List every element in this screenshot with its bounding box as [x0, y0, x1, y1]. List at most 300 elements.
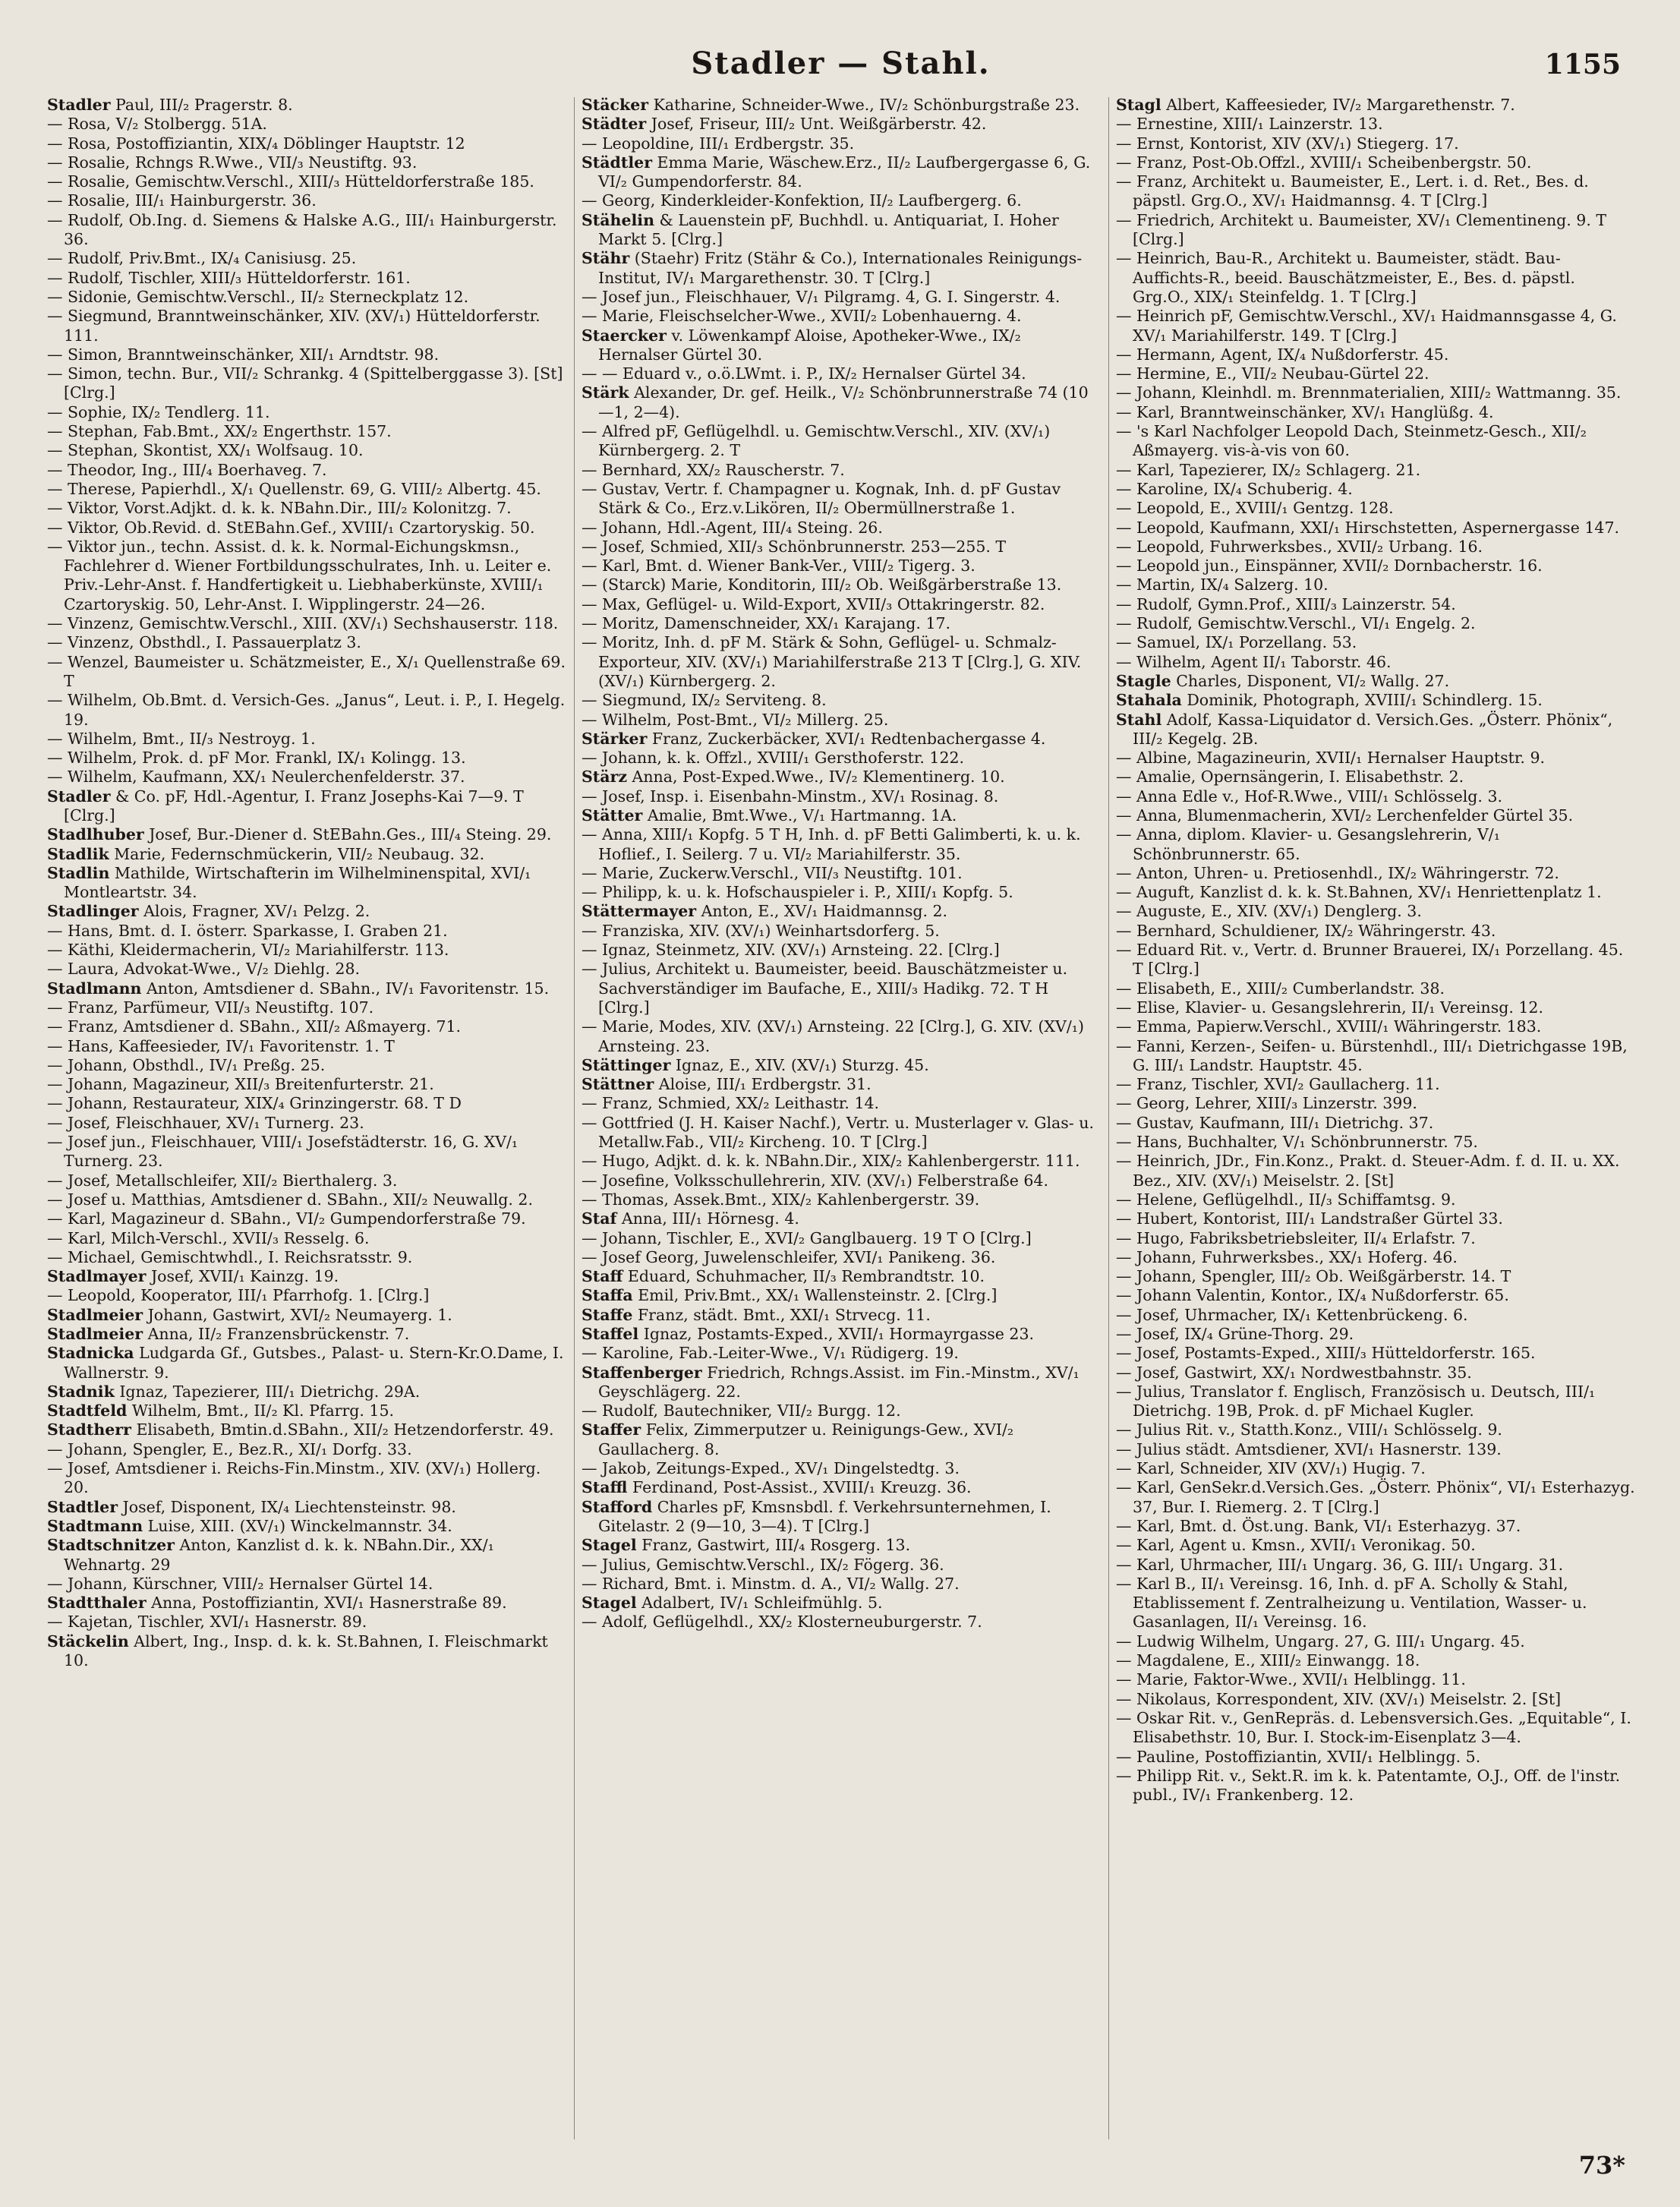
entry-details: — Rudolf, Tischler, XIII/₃ Hütteldorferstr. 161.: [47, 268, 411, 287]
directory-entry: [1116, 653, 1635, 672]
directory-entry: [47, 1401, 566, 1420]
directory-entry: [582, 806, 1101, 825]
directory-entry: [47, 345, 566, 364]
entry-details: — Wilhelm, Ob.Bmt. d. Versich-Ges. „Janus“, Leut. i. P., I. Hegelg. 19.: [47, 691, 566, 729]
entry-details: — Johann, Kürschner, VIII/₂ Hernalser Gürtel 14.: [47, 1574, 433, 1593]
directory-entry: [1116, 1632, 1635, 1651]
entry-details: Emma Marie, Wäschew.Erz., II/₂ Laufbergergasse 6, G. VI/₂ Gumpendorferstr. 84.: [598, 153, 1091, 191]
entry-surname: Stadlmeier: [47, 1305, 143, 1324]
directory-entry: [47, 1171, 566, 1190]
entry-surname: Stäcker: [582, 96, 649, 114]
entry-details: — Laura, Advokat-Wwe., V/₂ Diehlg. 28.: [47, 960, 361, 979]
entry-details: Wilhelm, Bmt., II/₂ Kl. Pfarrg. 15.: [127, 1401, 395, 1420]
entry-details: & Co. pF, Hdl.-Agentur, I. Franz Josephs-Kai 7—9. T [Clrg.]: [64, 787, 524, 824]
directory-entry: [582, 864, 1101, 883]
entry-details: — Marie, Fleischselcher-Wwe., XVII/₂ Lobenhauerng. 4.: [582, 307, 1022, 326]
entry-details: — Rosalie, Gemischtw.Verschl., XIII/₃ Hütteldorferstraße 185.: [47, 172, 534, 191]
directory-entry: [1116, 1440, 1635, 1459]
entry-details: — Johann, k. k. Offzl., XVIII/₁ Gersthoferstr. 122.: [582, 749, 965, 768]
entry-surname: Städtler: [582, 153, 652, 172]
entry-details: — Johann, Kleinhdl. m. Brennmaterialien, XIII/₂ Wattmanng. 35.: [1116, 383, 1622, 402]
directory-entry: [582, 768, 1101, 787]
directory-entry: [582, 633, 1101, 691]
entry-details: — 's Karl Nachfolger Leopold Dach, Steinmetz-Gesch., XII/₂ Aßmayerg. vis-à-vis von 60.: [1116, 422, 1587, 460]
entry-details: — Karl, Agent u. Kmsn., XVII/₁ Veronikag. 50.: [1116, 1536, 1476, 1555]
directory-entry: [582, 1152, 1101, 1171]
directory-entry: [582, 1056, 1101, 1075]
directory-entry: [582, 1209, 1101, 1228]
entry-details: Anna, Post-Exped.Wwe., IV/₂ Klementinerg. 10.: [627, 768, 1005, 787]
entry-details: — Karl, Schneider, XIV (XV/₁) Hugig. 7.: [1116, 1459, 1426, 1478]
entry-details: — Josef u. Matthias, Amtsdiener d. SBahn., XII/₂ Neuwallg. 2.: [47, 1190, 533, 1209]
directory-entry: [1116, 1190, 1635, 1209]
directory-entry: [582, 730, 1101, 749]
entry-details: Elisabeth, Bmtin.d.SBahn., XII/₂ Hetzendorferstr. 49.: [131, 1420, 554, 1439]
entry-details: — Alfred pF, Geflügelhdl. u. Gemischtw.Verschl., XIV. (XV/₁) Kürnbergerg. 2. T: [582, 422, 1051, 460]
directory-entry: [582, 1017, 1101, 1056]
entry-details: — Pauline, Postoffiziantin, XVII/₁ Helblingg. 5.: [1116, 1747, 1481, 1766]
directory-entry: [47, 288, 566, 307]
directory-entry: [582, 883, 1101, 902]
entry-details: Anna, II/₂ Franzensbrückenstr. 7.: [143, 1325, 410, 1343]
entry-surname: Stärz: [582, 768, 627, 787]
directory-entry: [47, 825, 566, 844]
entry-details: — Franz, Amtsdiener d. SBahn., XII/₂ Aßmayerg. 71.: [47, 1017, 462, 1036]
page-number: 1155: [1544, 49, 1621, 80]
directory-entry: [1116, 979, 1635, 998]
directory-entry: [1116, 1459, 1635, 1478]
entry-details: — Leopold, Kooperator, III/₁ Pfarrhofg. 1. [Clrg.]: [47, 1286, 430, 1305]
entry-surname: Staffenberger: [582, 1363, 702, 1382]
entry-surname: Stafford: [582, 1497, 653, 1516]
entry-details: — Rosa, V/₂ Stolbergg. 51A.: [47, 115, 267, 134]
entry-details: — Oskar Rit. v., GenRepräs. d. Lebensversich.Ges. „Equitable“, I. Elisabethstr. 10, Bur. I. Stock-im-Eisenplatz 3—4.: [1116, 1708, 1631, 1747]
directory-entry: [1116, 1209, 1635, 1228]
entry-surname: Stättner: [582, 1075, 654, 1094]
entry-details: — Hans, Bmt. d. I. österr. Sparkasse, I. Graben 21.: [47, 921, 448, 940]
entry-details: Johann, Gastwirt, XVI/₂ Neumayerg. 1.: [143, 1305, 452, 1324]
directory-entry: [47, 153, 566, 172]
entry-details: — Karl, Milch-Verschl., XVII/₃ Resselg. 6.: [47, 1228, 370, 1247]
directory-entry: [1116, 614, 1635, 633]
directory-entry: [47, 1056, 566, 1075]
entry-details: Katharine, Schneider-Wwe., IV/₂ Schönburgstraße 23.: [648, 96, 1080, 114]
directory-entry: [47, 1420, 566, 1439]
directory-entry: [47, 249, 566, 268]
entry-details: — Stephan, Fab.Bmt., XX/₂ Engerthstr. 157.: [47, 422, 392, 441]
directory-entry: [582, 1248, 1101, 1267]
directory-entry: [47, 864, 566, 903]
entry-details: — Franz, Tischler, XVI/₂ Gaullacherg. 11.: [1116, 1075, 1440, 1094]
entry-details: — Karl, GenSekr.d.Versich.Ges. „Österr. Phönix“, VI/₁ Esterhazyg. 37, Bur. I. Riemerg. 2. T [Clrg.]: [1116, 1478, 1635, 1516]
directory-entry: [1116, 1767, 1635, 1805]
directory-entry: [1116, 768, 1635, 787]
entry-surname: Stadlmeier: [47, 1325, 143, 1343]
directory-entry: [1116, 345, 1635, 364]
directory-entry: [47, 441, 566, 460]
entry-surname: Staercker: [582, 326, 667, 345]
entry-details: — Vinzenz, Obsthdl., I. Passauerplatz 3.: [47, 633, 361, 652]
directory-entry: [47, 538, 566, 614]
entry-details: — Rosalie, Rchngs R.Wwe., VII/₃ Neustiftg. 93.: [47, 153, 418, 172]
directory-entry: [1116, 1383, 1635, 1421]
entry-details: Ignaz, Postamts-Exped., XVII/₁ Hormayrgasse 23.: [638, 1325, 1035, 1343]
entry-details: Charles pF, Kmsnsbdl. f. Verkehrsunternehmen, I. Gitelastr. 2 (9—10, 3—4). T [Clrg.]: [598, 1497, 1051, 1535]
entry-details: v. Löwenkampf Aloise, Apotheker-Wwe., IX/₂ Hernalser Gürtel 30.: [598, 326, 1021, 364]
entry-details: Emil, Priv.Bmt., XX/₁ Wallensteinstr. 2. [Clrg.]: [632, 1286, 998, 1305]
entry-surname: Stahl: [1116, 710, 1162, 729]
directory-entry: [47, 1594, 566, 1613]
entry-details: — Johann, Tischler, E., XVI/₂ Ganglbauerg. 19 T O [Clrg.]: [582, 1228, 1032, 1247]
directory-entry: [1116, 172, 1635, 211]
entry-surname: Stadlik: [47, 844, 109, 863]
entry-surname: Stahala: [1116, 691, 1182, 710]
entry-details: — Rosa, Postoffiziantin, XIX/₄ Döblinger Hauptstr. 12: [47, 134, 465, 153]
entry-details: — Bernhard, Schuldiener, IX/₂ Währingerstr. 43.: [1116, 921, 1496, 940]
entry-surname: Stadtmann: [47, 1516, 143, 1535]
entry-details: Josef, XVII/₁ Kainzg. 19.: [146, 1267, 339, 1286]
directory-entry: [47, 96, 566, 115]
entry-details: — Karl, Bmt. d. Wiener Bank-Ver., VIII/₂ Tigerg. 3.: [582, 556, 976, 575]
entry-details: Anna, III/₁ Hörnesg. 4.: [616, 1209, 799, 1228]
entry-details: — Samuel, IX/₁ Porzellang. 53.: [1116, 633, 1357, 652]
directory-entry: [47, 691, 566, 730]
directory-entry: [582, 1478, 1101, 1497]
entry-details: — Rosalie, III/₁ Hainburgerstr. 36.: [47, 191, 317, 210]
entry-details: — Elisabeth, E., XIII/₂ Cumberlandstr. 38.: [1116, 979, 1445, 998]
entry-details: — Siegmund, IX/₂ Serviteng. 8.: [582, 691, 827, 710]
directory-entry: [1116, 1037, 1635, 1076]
directory-entry: [1116, 115, 1635, 134]
entry-details: — Karl, Bmt. d. Öst.ung. Bank, VI/₁ Esterhazyg. 37.: [1116, 1516, 1521, 1535]
running-head: [47, 46, 1634, 96]
entry-details: — Josef, Metallschleifer, XII/₂ Bierthalerg. 3.: [47, 1171, 398, 1190]
entry-details: — Rudolf, Bautechniker, VII/₂ Burgg. 12.: [582, 1401, 901, 1420]
entry-details: — Johann, Spengler, E., Bez.R., XI/₁ Dorfg. 33.: [47, 1439, 412, 1458]
directory-entry: [1116, 575, 1635, 594]
entry-details: — Josef, Fleischhauer, XV/₁ Turnerg. 23.: [47, 1113, 364, 1132]
entry-details: — Josef, Gastwirt, XX/₁ Nordwestbahnstr. 35.: [1116, 1363, 1472, 1382]
entry-details: — Vinzenz, Gemischtw.Verschl., XIII. (XV/₁) Sechshauserstr. 118.: [47, 614, 559, 633]
directory-entry: [47, 749, 566, 768]
directory-entry: [47, 1440, 566, 1459]
directory-entry: [1116, 749, 1635, 768]
entry-surname: Staffer: [582, 1420, 641, 1439]
entry-details: — Josef jun., Fleischhauer, VIII/₁ Josefstädterstr. 16, G. XV/₁ Turnerg. 23.: [47, 1133, 518, 1171]
entry-details: — Auguft, Kanzlist d. k. k. St.Bahnen, XV/₁ Henriettenplatz 1.: [1116, 883, 1602, 902]
entry-details: — Josef, Schmied, XII/₃ Schönbrunnerstr. 253—255. T: [582, 537, 1007, 556]
directory-entry: [1116, 711, 1635, 749]
entry-details: Franz, städt. Bmt., XXI/₁ Strvecg. 11.: [632, 1305, 931, 1324]
directory-entry: [47, 172, 566, 191]
directory-entry: [1116, 1536, 1635, 1555]
directory-entry: [1116, 307, 1635, 345]
directory-entry: [47, 998, 566, 1017]
entry-details: — Gustav, Kaufmann, III/₁ Dietrichg. 37.: [1116, 1113, 1434, 1132]
directory-entry: [1116, 1651, 1635, 1670]
column-2: [582, 96, 1101, 2138]
entry-details: Ignaz, E., XIV. (XV/₁) Sturzg. 45.: [670, 1055, 929, 1074]
entry-details: — Karl, Branntweinschänker, XV/₁ Hanglüßg. 4.: [1116, 402, 1494, 421]
entry-details: — Johann, Fuhrwerksbes., XX/₁ Hoferg. 46.: [1116, 1247, 1458, 1266]
directory-entry: [1116, 1075, 1635, 1094]
directory-entry: [47, 1114, 566, 1133]
directory-entry: [582, 1114, 1101, 1152]
running-title: Stadler — Stahl.: [691, 46, 991, 81]
entry-details: Mathilde, Wirtschafterin im Wilhelminenspital, XVI/₁ Montleartstr. 34.: [64, 863, 531, 902]
directory-entry: [1116, 825, 1635, 864]
entry-details: — Johann, Restaurateur, XIX/₄ Grinzingerstr. 68. T D: [47, 1094, 462, 1113]
entry-details: Luise, XIII. (XV/₁) Winckelmannstr. 34.: [143, 1516, 452, 1535]
entry-details: — Amalie, Opernsängerin, I. Elisabethstr. 2.: [1116, 768, 1464, 787]
entry-details: Albert, Kaffeesieder, IV/₂ Margarethenstr. 7.: [1161, 96, 1515, 114]
directory-entry: [582, 1267, 1101, 1286]
directory-entry: [1116, 633, 1635, 652]
entry-details: — Josefine, Volksschullehrerin, XIV. (XV/₁) Felberstraße 64.: [582, 1171, 1048, 1190]
entry-surname: Stagel: [582, 1536, 637, 1555]
column-3: [1116, 96, 1635, 2138]
entry-details: — Siegmund, Branntweinschänker, XIV. (XV/₁) Hütteldorferstr. 111.: [47, 307, 541, 345]
entry-details: — Leopold, Kaufmann, XXI/₁ Hirschstetten, Aspernergasse 147.: [1116, 518, 1619, 537]
directory-entry: [582, 1459, 1101, 1478]
entry-details: Aloise, III/₁ Erdbergstr. 31.: [654, 1075, 872, 1094]
directory-entry: [1116, 1517, 1635, 1536]
directory-entry: [1116, 403, 1635, 422]
entry-details: — Karl B., II/₁ Vereinsg. 16, Inh. d. pF A. Scholly & Stahl, Etablissement f. Zentralheizung u. Ventilation, Wasser- u. Gasanlagen, II/₁ Vereinsg. 16.: [1116, 1574, 1587, 1632]
entry-details: Anton, Kanzlist d. k. k. NBahn.Dir., XX/₁ Wehnartg. 29: [64, 1536, 494, 1574]
entry-details: — Viktor, Ob.Revid. d. StEBahn.Gef., XVIII/₁ Czartoryskig. 50.: [47, 518, 535, 537]
entry-details: — Hubert, Kontorist, III/₁ Landstraßer Gürtel 33.: [1116, 1209, 1503, 1228]
entry-details: — Fanni, Kerzen-, Seifen- u. Bürstenhdl., III/₁ Dietrichgasse 19B, G. III/₁ Landstr. Hauptstr. 45.: [1116, 1036, 1628, 1074]
directory-entry: [1116, 364, 1635, 383]
entry-details: — Albine, Magazineurin, XVII/₁ Hernalser Hauptstr. 9.: [1116, 749, 1546, 768]
entry-details: — Kajetan, Tischler, XVI/₁ Hasnerstr. 89.: [47, 1613, 367, 1632]
entry-details: — Hugo, Adjkt. d. k. k. NBahn.Dir., XIX/₂ Kahlenbergerstr. 111.: [582, 1152, 1080, 1171]
entry-details: (Staehr) Fritz (Stähr & Co.), Internationales Reinigungs-Institut, IV/₁ Margarethenstr. 30. T [Clrg.]: [598, 249, 1083, 287]
directory-entry: [1116, 1306, 1635, 1325]
entry-details: — Theodor, Ing., III/₄ Boerhaveg. 7.: [47, 460, 327, 479]
entry-details: — Marie, Faktor-Wwe., XVII/₁ Helblingg. 11.: [1116, 1670, 1466, 1689]
directory-entry: [47, 480, 566, 499]
directory-entry: [1116, 1286, 1635, 1305]
directory-entry: [1116, 499, 1635, 518]
directory-entry: [1116, 1690, 1635, 1709]
entry-details: Felix, Zimmerputzer u. Reinigungs-Gew., XVI/₂ Gaullacherg. 8.: [598, 1420, 1014, 1458]
entry-details: — Josef, Uhrmacher, IX/₁ Kettenbrückeng. 6.: [1116, 1305, 1468, 1324]
entry-surname: Stadler: [47, 787, 111, 806]
directory-entry: [582, 1094, 1101, 1113]
entry-surname: Stadtthaler: [47, 1594, 147, 1613]
entry-details: — Franz, Architekt u. Baumeister, E., Lert. i. d. Ret., Bes. d. päpstl. Grg.O., XV/₁ Haidmannsg. 4. T [Clrg.]: [1116, 172, 1589, 210]
entry-details: — Franz, Parfümeur, VII/₃ Neustiftg. 107.: [47, 998, 374, 1017]
entry-surname: Staffe: [582, 1305, 633, 1324]
directory-entry: [582, 326, 1101, 365]
entry-details: — Philipp, k. u. k. Hofschauspieler i. P., XIII/₁ Kopfg. 5.: [582, 883, 1013, 902]
entry-details: — Leopold, Fuhrwerksbes., XVII/₂ Urbang. 16.: [1116, 537, 1483, 556]
directory-entry: [1116, 922, 1635, 941]
directory-entry: [582, 1190, 1101, 1209]
entry-details: Josef, Friseur, III/₂ Unt. Weißgärberstr. 42.: [646, 115, 987, 134]
entry-details: Friedrich, Rchngs.Assist. im Fin.-Minstm., XV/₁ Geyschlägerg. 22.: [598, 1363, 1080, 1401]
entry-details: Ludgarda Gf., Gutsbes., Palast- u. Stern-Kr.O.Dame, I. Wallnerstr. 9.: [64, 1344, 564, 1382]
entry-details: — Josef, Amtsdiener i. Reichs-Fin.Minstm., XIV. (XV/₁) Hollerg. 20.: [47, 1459, 541, 1497]
directory-entry: [582, 825, 1101, 864]
entry-surname: Stadnik: [47, 1382, 115, 1401]
entry-details: — Wilhelm, Post-Bmt., VI/₂ Millerg. 25.: [582, 710, 889, 729]
directory-entry: [1116, 902, 1635, 921]
directory-entry: [582, 538, 1101, 556]
directory-entry: [1116, 1114, 1635, 1133]
entry-details: — Stephan, Skontist, XX/₁ Wolfsaug. 10.: [47, 441, 364, 460]
directory-entry: [582, 902, 1101, 921]
entry-surname: Stättermayer: [582, 902, 697, 921]
directory-entry: [582, 1575, 1101, 1594]
directory-entry: [1116, 96, 1635, 115]
entry-details: — Bernhard, XX/₂ Rauscherstr. 7.: [582, 460, 845, 479]
directory-entry: [47, 1094, 566, 1113]
entry-details: — Rudolf, Gemischtw.Verschl., VI/₁ Engelg. 2.: [1116, 614, 1476, 633]
directory-entry: [47, 1190, 566, 1209]
directory-entry: [47, 1632, 566, 1671]
directory-entry: [47, 1517, 566, 1536]
directory-entry: [582, 383, 1101, 422]
directory-entry: [582, 1536, 1101, 1555]
directory-entry: [47, 1133, 566, 1171]
entry-details: — Simon, techn. Bur., VII/₂ Schrankg. 4 (Spittelberggasse 3). [St] [Clrg.]: [47, 364, 563, 402]
entry-details: — Josef Georg, Juwelenschleifer, XVI/₁ Panikeng. 36.: [582, 1247, 996, 1266]
entry-details: — Adolf, Geflügelhdl., XX/₂ Klosterneuburgerstr. 7.: [582, 1613, 982, 1632]
directory-entry: [1116, 134, 1635, 153]
directory-entry: [582, 1364, 1101, 1402]
entry-surname: Stadlin: [47, 863, 110, 882]
directory-entry: [582, 1075, 1101, 1094]
entry-details: — Marie, Modes, XIV. (XV/₁) Arnsteing. 22 [Clrg.], G. XIV. (XV/₁) Arnsteing. 23.: [582, 1017, 1084, 1055]
entry-details: Ferdinand, Post-Assist., XVIII/₁ Kreuzg. 36.: [627, 1478, 972, 1497]
entry-details: — Leopold, E., XVIII/₁ Gentzg. 128.: [1116, 499, 1394, 518]
entry-details: — Jakob, Zeitungs-Exped., XV/₁ Dingelstedtg. 3.: [582, 1459, 960, 1478]
directory-columns: [47, 96, 1634, 2138]
entry-surname: Stadnicka: [47, 1344, 134, 1363]
entry-surname: Stähelin: [582, 210, 654, 229]
directory-entry: [1116, 1344, 1635, 1363]
directory-entry: [47, 845, 566, 864]
directory-entry: [47, 211, 566, 250]
directory-entry: [1116, 1709, 1635, 1748]
directory-entry: [47, 1267, 566, 1286]
column-divider: [1108, 97, 1109, 2139]
directory-entry: [582, 941, 1101, 960]
directory-entry: [47, 730, 566, 749]
directory-entry: [1116, 480, 1635, 499]
entry-details: — Käthi, Kleidermacherin, VI/₂ Mariahilferstr. 113.: [47, 941, 449, 960]
entry-surname: Stadtler: [47, 1497, 118, 1516]
entry-details: — Julius Rit. v., Statth.Konz., VIII/₁ Schlösselg. 9.: [1116, 1420, 1502, 1439]
directory-entry: [1116, 1267, 1635, 1286]
entry-surname: Stähr: [582, 249, 630, 268]
entry-surname: Stadtschnitzer: [47, 1536, 175, 1555]
entry-details: — Gottfried (J. H. Kaiser Nachf.), Vertr. u. Musterlager v. Glas- u. Metallw.Fab., VII/₂ Kircheng. 10. T [Clrg.]: [582, 1113, 1094, 1152]
directory-entry: [47, 422, 566, 441]
directory-entry: [47, 1613, 566, 1632]
directory-entry: [582, 595, 1101, 614]
directory-entry: [1116, 1094, 1635, 1113]
entry-details: — Wilhelm, Bmt., II/₃ Nestroyg. 1.: [47, 729, 316, 748]
entry-details: — Josef, Insp. i. Eisenbahn-Minstm., XV/₁ Rosinag. 8.: [582, 787, 999, 806]
directory-entry: [1116, 672, 1635, 691]
directory-entry: [582, 1286, 1101, 1305]
entry-surname: Stärk: [582, 383, 629, 402]
entry-details: — Wilhelm, Prok. d. pF Mor. Frankl, IX/₁ Kolingg. 13.: [47, 749, 466, 768]
entry-details: Ignaz, Tapezierer, III/₁ Dietrichg. 29A.: [114, 1382, 421, 1401]
directory-entry: [47, 653, 566, 692]
directory-entry: [1116, 153, 1635, 172]
entry-details: — Leopold jun., Einspänner, XVII/₂ Dornbacherstr. 16.: [1116, 556, 1543, 575]
entry-details: Paul, III/₂ Pragerstr. 8.: [110, 96, 293, 114]
directory-entry: [582, 960, 1101, 1017]
directory-entry: [582, 749, 1101, 768]
entry-details: — Hans, Buchhalter, V/₁ Schönbrunnerstr. 75.: [1116, 1133, 1478, 1152]
entry-details: — Karoline, IX/₄ Schuberig. 4.: [1116, 479, 1353, 498]
entry-details: Alois, Fragner, XV/₁ Pelzg. 2.: [138, 902, 370, 921]
entry-details: — Marie, Zuckerw.Verschl., VII/₃ Neustiftg. 101.: [582, 863, 963, 882]
column-1: [47, 96, 566, 2138]
entry-details: — Richard, Bmt. i. Minstm. d. A., VI/₂ Wallg. 27.: [582, 1574, 960, 1593]
entry-surname: Staff: [582, 1267, 623, 1286]
entry-details: — Ernst, Kontorist, XIV (XV/₁) Stiegerg. 17.: [1116, 134, 1459, 153]
entry-details: — Julius, Translator f. Englisch, Französisch u. Deutsch, III/₁ Dietrichg. 19B, Prok. d. pF Michael Kugler.: [1116, 1382, 1596, 1420]
directory-entry: [582, 711, 1101, 730]
entry-details: — Hermann, Agent, IX/₄ Nußdorferstr. 45.: [1116, 345, 1449, 364]
entry-details: — — Eduard v., o.ö.LWmt. i. P., IX/₂ Hernalser Gürtel 34.: [582, 364, 1026, 383]
directory-entry: [47, 941, 566, 960]
directory-entry: [582, 1556, 1101, 1575]
entry-details: — Johann, Magazineur, XII/₃ Breitenfurterstr. 21.: [47, 1075, 434, 1094]
entry-details: — Simon, Branntweinschänker, XII/₁ Arndtstr. 98.: [47, 345, 440, 364]
directory-entry: [1116, 1556, 1635, 1575]
entry-details: — Eduard Rit. v., Vertr. d. Brunner Brauerei, IX/₁ Porzellang. 45. T [Clrg.]: [1116, 941, 1624, 979]
directory-entry: [1116, 806, 1635, 825]
entry-details: — Thomas, Assek.Bmt., XIX/₂ Kahlenbergerstr. 39.: [582, 1190, 980, 1209]
entry-surname: Stadlinger: [47, 902, 139, 921]
directory-entry: [47, 191, 566, 210]
entry-details: — Auguste, E., XIV. (XV/₁) Denglerg. 3.: [1116, 902, 1422, 921]
entry-details: — Franziska, XIV. (XV/₁) Weinhartsdorferg. 5.: [582, 921, 940, 940]
directory-entry: [47, 307, 566, 345]
entry-details: — Friedrich, Architekt u. Baumeister, XV/₁ Clementineng. 9. T [Clrg.]: [1116, 210, 1607, 249]
directory-entry: [47, 499, 566, 518]
directory-entry: [582, 461, 1101, 480]
entry-details: — Franz, Schmied, XX/₂ Leithastr. 14.: [582, 1094, 880, 1113]
entry-details: Amalie, Bmt.Wwe., V/₁ Hartmanng. 1A.: [642, 806, 957, 824]
entry-details: — Heinrich pF, Gemischtw.Verschl., XV/₁ Haidmannsgasse 4, G. XV/₁ Mariahilferstr. 149. T [Clrg.]: [1116, 307, 1617, 345]
entry-surname: Stättinger: [582, 1055, 671, 1074]
directory-entry: [1116, 1364, 1635, 1383]
entry-details: & Lauenstein pF, Buchhdl. u. Antiquariat, I. Hoher Markt 5. [Clrg.]: [598, 210, 1059, 249]
entry-details: — Ludwig Wilhelm, Ungarg. 27, G. III/₁ Ungarg. 45.: [1116, 1632, 1525, 1651]
entry-details: — Josef jun., Fleischhauer, V/₁ Pilgramg. 4, G. I. Singerstr. 4.: [582, 287, 1061, 306]
entry-details: Dominik, Photograph, XVIII/₁ Schindlerg. 15.: [1181, 691, 1543, 710]
directory-entry: [1116, 249, 1635, 307]
entry-surname: Stärker: [582, 729, 648, 748]
directory-entry: [582, 422, 1101, 461]
directory-entry: [582, 1325, 1101, 1344]
directory-entry: [582, 1613, 1101, 1632]
directory-entry: [582, 1498, 1101, 1537]
directory-entry: [1116, 211, 1635, 250]
directory-entry: [47, 115, 566, 134]
directory-entry: [47, 960, 566, 979]
entry-details: — Viktor jun., techn. Assist. d. k. k. Normal-Eichungskmsn., Fachlehrer d. Wiener Fortbildungsschulrates, Inh. u. Leiter e. Priv.-Lehr-Anst. f. Handfertigkeit u. Liebhaberkünste, XVIII/₁ Czartoryskig. 50, Lehr-Anst. I. Wipplingerstr. 24—26.: [47, 537, 552, 613]
